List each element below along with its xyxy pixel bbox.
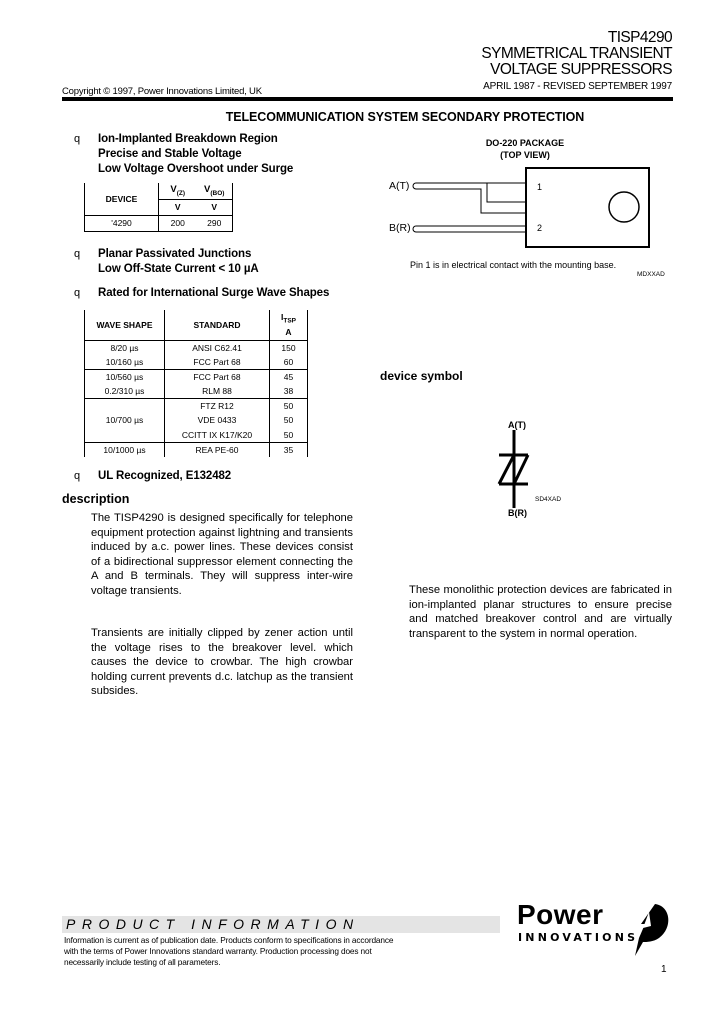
logo-wordmark: Power [517,899,604,930]
vz-header: $V_{(Z)}$ [170,184,186,198]
bullet-icon: q [74,470,81,482]
standard-cell: FCC Part 68 [165,355,270,370]
wave-cell: 10/700 µs [85,398,165,442]
footer-banner-title: PRODUCT INFORMATION [66,916,360,932]
surge-rating-table [84,310,308,457]
feature-line: Ion-Implanted Breakdown Region [98,133,278,145]
standard-cell: RLM 88 [165,384,270,399]
copyright: Copyright © 1997, Power Innovations Limited, UK [62,86,262,97]
table-row [85,340,308,355]
standard-cell: FCC Part 68 [165,369,270,384]
wave-cell: 8/20 µs [85,340,165,355]
vz-cell: 200 [159,215,197,231]
package-ref-code: MDXXAD [637,271,665,278]
standard-header: STANDARD [165,310,270,340]
description-paragraph-1: The TISP4290 is designed specifically for telephone equipment protection against lightning and transients induced by a.c. power lines. These devices consist of a bidirectional suppressor element connecting the A and B terminals. They will suppress inter-wire voltage transients. [91,512,353,597]
wave-cell: 10/1000 µs [85,442,165,457]
package-diagram [380,160,680,260]
symbol-top-label: A(T) [508,420,526,430]
footer-disclaimer: Information is current as of publication date. Products conform to specifications in accordance with the terms of Power Innovations standard warranty. Production processing does not necessarily include testing of all parameters. [64,935,394,967]
feature-2 [98,247,259,277]
description-paragraph-3: These monolithic protection devices are fabricated in ion-implanted planar structures to ensure precise and matched breakover control and are virtually transparent to the system in normal operation. [409,584,672,640]
device-cell: '4290 [85,215,159,231]
lightning-bolt-logo-icon [625,902,675,957]
feature-1 [98,132,293,177]
pin-note: Pin 1 is in electrical contact with the mounting base. [410,260,617,270]
feature-line: Low Voltage Overshoot under Surge [98,163,294,175]
wave-cell: 10/160 µs [85,355,165,370]
standard-cell: VDE 0433 [165,413,270,428]
table-row [85,384,308,399]
itsp-cell: 38 [270,384,308,399]
vbo-unit: V [197,199,233,215]
itsp-cell: 35 [270,442,308,457]
feature-line: Rated for International Surge Wave Shapes [98,287,330,299]
document-title-block [481,30,672,94]
logo-subtitle: INNOVATIONS [518,931,639,944]
itsp-cell: 150 [270,340,308,355]
feature-line: Planar Passivated Junctions [98,248,252,260]
itsp-cell: 50 [270,398,308,413]
bullet-icon: q [74,287,81,299]
bidirectional-diode-symbol-icon [495,430,535,508]
description-heading: description [62,492,130,506]
standard-cell: ANSI C62.41 [165,340,270,355]
bullet-icon: q [74,248,81,260]
itsp-cell: 50 [270,413,308,428]
wave-cell: 0.2/310 µs [85,384,165,399]
part-number: TISP4290 [607,29,672,46]
feature-line: UL Recognized, E132482 [98,470,232,482]
wave-cell: 10/560 µs [85,369,165,384]
vbo-header: $V_{(BO)}$ [197,183,233,199]
itsp-header: $I_{TSP}$ A [270,310,308,340]
package-title: DO-220 PACKAGE (TOP VIEW) [485,138,565,160]
device-header: DEVICE [85,183,159,215]
pin-2-number: 2 [537,223,543,233]
description-paragraph-2: Transients are initially clipped by zener action until the voltage rises to the breakover level. which causes the device to crowbar. The high crowbar holding current prevents d.c. latchup as the transient subsides. [91,627,353,698]
table-row [85,398,308,413]
device-table [84,183,233,232]
device-symbol-heading: device symbol [380,369,463,383]
feature-line: Precise and Stable Voltage [98,148,242,160]
itsp-cell: 45 [270,369,308,384]
table-row [85,355,308,370]
symbol-ref-code: SD4XAD [535,496,562,503]
itsp-cell: 60 [270,355,308,370]
title-line-2: VOLTAGE SUPPRESSORS [490,61,672,78]
pin-b-label: B(R) [389,222,411,234]
vz-unit: V [159,199,197,215]
bullet-icon: q [74,133,81,145]
feature-line: Low Off-State Current < 10 µA [98,263,259,275]
pin-1-number: 1 [537,182,543,192]
standard-cell: CCITT IX K17/K20 [165,428,270,443]
itsp-cell: 50 [270,428,308,443]
feature-4 [98,469,231,484]
title-line-1: SYMMETRICAL TRANSIENT [481,45,672,62]
table-row [85,215,233,231]
header-rule [62,97,673,101]
page-number: 1 [661,964,667,975]
table-row [85,442,308,457]
symbol-bottom-label: B(R) [508,508,527,518]
standard-cell: FTZ R12 [165,398,270,413]
section-heading: TELECOMMUNICATION SYSTEM SECONDARY PROTECTION [225,110,585,124]
table-row [85,369,308,384]
pin-a-label: A(T) [389,180,410,192]
revision-date: APRIL 1987 - REVISED SEPTEMBER 1997 [483,81,672,92]
feature-3 [98,286,329,301]
vbo-cell: 290 [197,215,233,231]
wave-shape-header: WAVE SHAPE [85,310,165,340]
standard-cell: REA PE-60 [165,442,270,457]
